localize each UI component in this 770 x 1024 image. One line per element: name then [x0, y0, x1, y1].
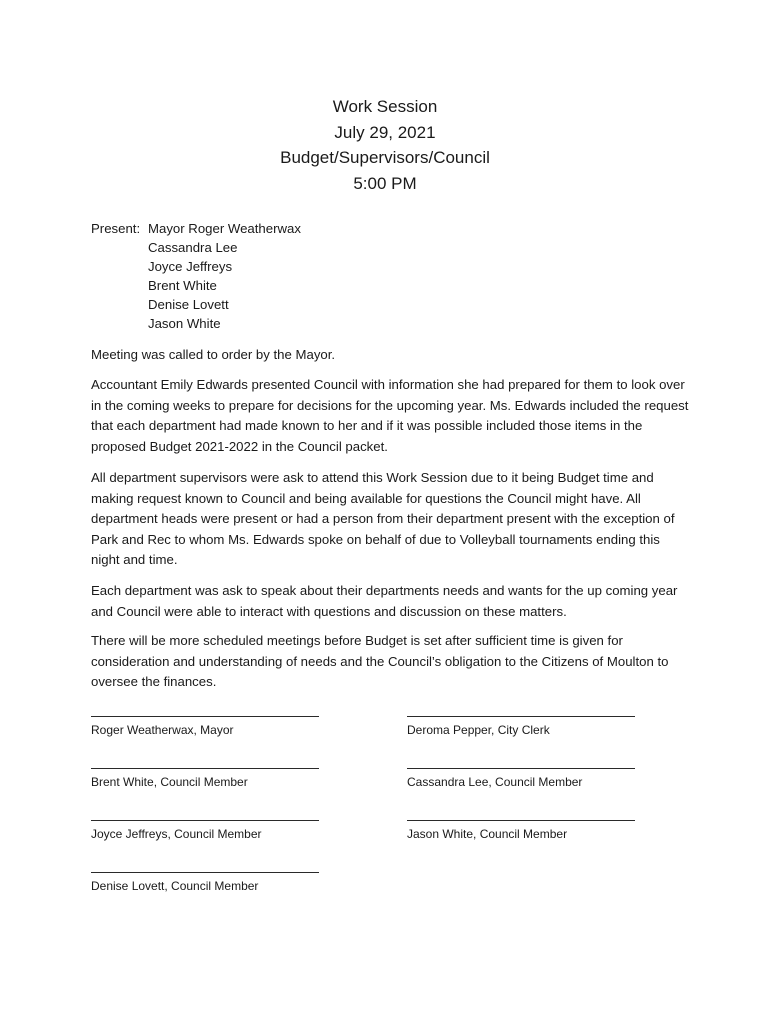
signature-block: [91, 820, 331, 841]
signature-block: [407, 820, 647, 841]
signatory-name: Cassandra Lee, Council Member: [407, 775, 583, 789]
attendee-name: Mayor Roger Weatherwax: [148, 221, 301, 236]
minutes-paragraph: Meeting was called to order by the Mayor.: [91, 347, 336, 362]
signatory-name: Denise Lovett, Council Member: [91, 879, 259, 893]
signature-block: [91, 716, 331, 737]
signatory-name: Joyce Jeffreys, Council Member: [91, 827, 262, 841]
signatory-name: Jason White, Council Member: [407, 827, 568, 841]
signature-block: [91, 768, 331, 789]
signature-line: [91, 872, 319, 873]
attendee-name: Denise Lovett: [148, 297, 229, 312]
minutes-paragraph: Accountant Emily Edwards presented Council with information she had prepared for them to look over in the coming weeks to prepare for decisions for the upcoming year. Ms. Edwards included the request that each department had made known to her and if it was possible included those items in the proposed Budget 2021-2022 in the Council packet.: [91, 377, 689, 454]
attendee-name: Jason White: [148, 316, 221, 331]
attendee-name: Brent White: [148, 278, 217, 293]
signatory-name: Deroma Pepper, City Clerk: [407, 723, 550, 737]
signatory-name: Brent White, Council Member: [91, 775, 248, 789]
signature-block: [407, 768, 647, 789]
signature-line: [407, 820, 635, 821]
signature-block: [91, 872, 331, 893]
meeting-subtitle: Budget/Supervisors/Council: [280, 148, 490, 167]
signature-line: [91, 716, 319, 717]
attendee-name: Joyce Jeffreys: [148, 259, 233, 274]
attendee-name: Cassandra Lee: [148, 240, 238, 255]
signature-line: [91, 820, 319, 821]
signature-line: [407, 768, 635, 769]
document-title: Work Session: [332, 97, 438, 116]
minutes-paragraph: All department supervisors were ask to attend this Work Session due to it being Budget time and making request known to Council and being available for questions the Council might have. All department heads were present or had a person from their department present with the exception of Park and Rec to whom Ms. Edwards spoke on behalf of due to Volleyball tournaments ending this night and time.: [91, 470, 675, 567]
minutes-paragraph: Each department was ask to speak about their departments needs and wants for the up coming year and Council were able to interact with questions and discussion on these matters.: [91, 583, 678, 619]
minutes-paragraph: There will be more scheduled meetings before Budget is set after sufficient time is given for consideration and understanding of needs and the Council’s obligation to the Citizens of Moulton to oversee the finances.: [91, 633, 669, 689]
meeting-time: 5:00 PM: [353, 173, 417, 193]
signature-line: [91, 768, 319, 769]
present-label: Present:: [91, 221, 141, 236]
attendee-list: [148, 219, 448, 333]
meeting-date: July 29, 2021: [334, 122, 436, 142]
signature-line: [407, 716, 635, 717]
signature-block: [407, 716, 647, 737]
signatory-name: Roger Weatherwax, Mayor: [91, 723, 234, 737]
document-header: [0, 94, 770, 196]
